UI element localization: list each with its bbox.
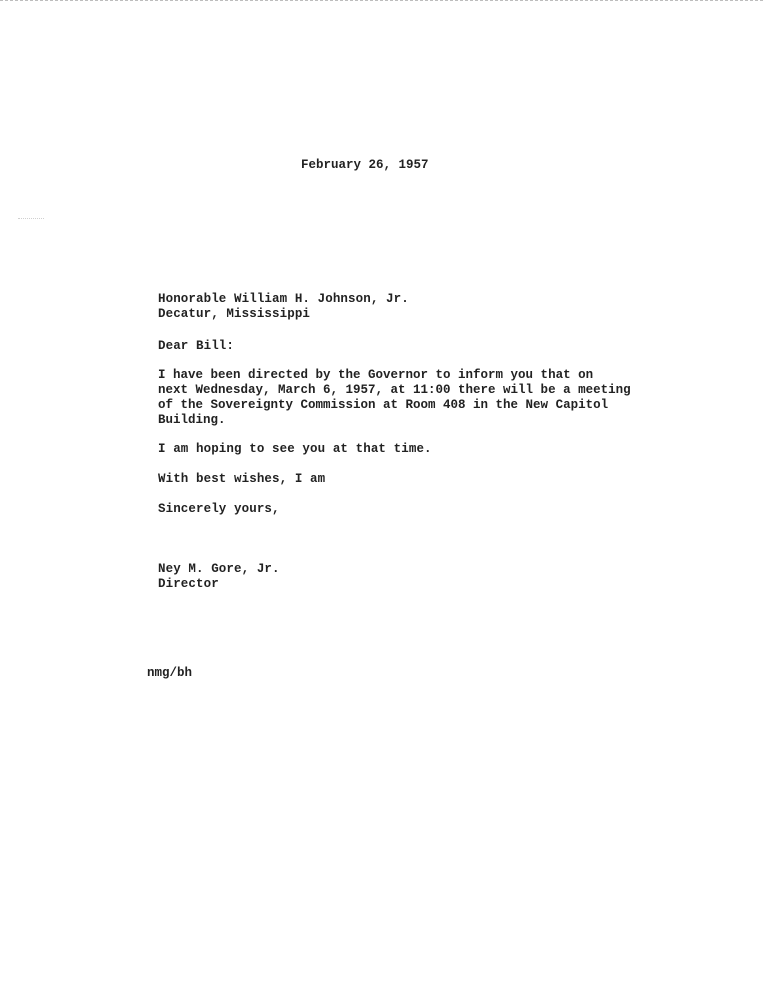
recipient-name: Honorable William H. Johnson, Jr. (158, 292, 409, 306)
body-paragraph (158, 368, 631, 428)
body-line: of the Sovereignty Commission at Room 408 in the New Capitol (158, 398, 609, 412)
paragraph-wishes: With best wishes, I am (158, 472, 326, 486)
body-line: Building. (158, 413, 226, 427)
reference-initials: nmg/bh (147, 666, 193, 680)
letter-date: February 26, 1957 (301, 158, 429, 172)
body-line: I have been directed by the Governor to inform you that on (158, 368, 594, 382)
scan-speck (18, 218, 44, 220)
body-line: next Wednesday, March 6, 1957, at 11:00 there will be a meeting (158, 383, 631, 397)
paragraph-hoping: I am hoping to see you at that time. (158, 442, 432, 456)
closing: Sincerely yours, (158, 502, 280, 516)
salutation: Dear Bill: (158, 339, 235, 353)
signer-title: Director (158, 577, 219, 591)
recipient-location: Decatur, Mississippi (158, 307, 311, 321)
signer-name: Ney M. Gore, Jr. (158, 562, 280, 576)
page-top-edge (0, 0, 763, 1)
